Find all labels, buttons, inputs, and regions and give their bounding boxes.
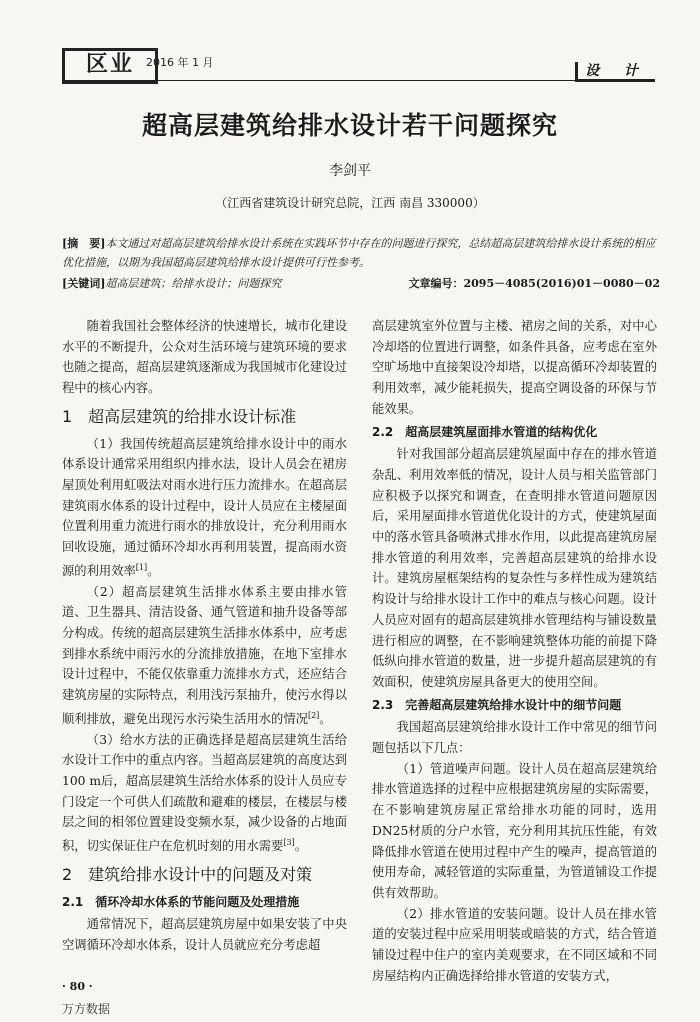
paragraph: （1）管道噪声问题。设计人员在超高层建筑给排水管道选择的过程中应根据建筑房屋的实际需要，在不影响建筑房屋正常给排水功能的同时，选用DN25材质的分户水管，充分利用其抗压性能，有效降低排水管道在使用过程中产生的噪声，提高管道的使用寿命，减轻管道的实际重量，为管道铺设工作提供有效帮助。 bbox=[372, 761, 657, 900]
section-1-heading: 1 超高层建筑的给排水设计标准 bbox=[62, 406, 297, 426]
paragraph-end: 。 bbox=[319, 711, 332, 726]
paragraph: （2）排水管道的安装问题。设计人员在排水管道的安装过程中应采用明装或暗装的方式，结合管道铺设过程中住户的室内美观要求，在不同区域和不同房屋结构内正确选择给排水管道的安装方式， bbox=[372, 906, 657, 983]
affiliation: （江西省建筑设计研究总院，江西 南昌 330000） bbox=[215, 196, 485, 210]
intro-paragraph: 随着我国社会整体经济的快速增长，城市化建设水平的不断提升，公众对生活环境与建筑环境的要求也随之提高，超高层建筑逐渐成为我国城市化建设过程中的核心内容。 bbox=[62, 319, 347, 396]
article-number: 文章编号：2095－4085(2016)01－0080－02 bbox=[408, 277, 660, 290]
paragraph-end: 。 bbox=[147, 563, 160, 578]
header-rule bbox=[62, 80, 577, 81]
subsection-2-3-heading: 2.3 完善超高层建筑给排水设计中的细节问题 bbox=[372, 697, 622, 712]
paragraph: 高层建筑室外位置与主楼、裙房之间的关系，对中心冷却塔的位置进行调整，如条件具备，应考虑在室外空旷场地中直接架设冷却塔，以提高循环冷却装置的利用效率，减少能耗损失，提高空调设备的环保与节能效果。 bbox=[372, 319, 657, 416]
author-name: 李剑平 bbox=[329, 163, 371, 179]
paragraph: 针对我国部分超高层建筑屋面中存在的排水管道杂乱、利用效率低的情况，设计人员与相关监管部门应积极予以探究和调查，在查明排水管道问题原因后，采用屋面排水管道优化设计的方式，使建筑屋面中的落水管具备喷淋式排水作用，以此提高建筑房屋排水管道的利用效率，完善超高层建筑的给排水设计。建筑房屋框架结构的复杂性与多样性成为建筑结构设计与给排水设计工作中的难点与核心问题。设计人员应对固有的超高层建筑排水管理结构与铺设数量进行相应的调整，在不影响建筑整体功能的前提下降低纵向排水管道的数量，进一步提升超高层建筑的有效面积，使建筑房屋具备更大的使用空间。 bbox=[372, 447, 657, 689]
paragraph-text: （1）我国传统超高层建筑给排水设计中的雨水体系设计通常采用组织内排水法，设计人员会在裙房屋顶处利用虹吸法对雨水进行压力流排水。在超高层建筑雨水体系的设计过程中，设计人员应在主楼屋面位置利用重力流进行雨水的排放设计，充分利用雨水回收设施，通过循环冷却水再利用装置，提高雨水资源的利用效率 bbox=[62, 436, 347, 578]
footer-watermark: 万方数据 bbox=[62, 1002, 111, 1016]
citation: [2] bbox=[307, 710, 320, 720]
paragraph bbox=[62, 434, 347, 582]
keywords-label: [关键词] bbox=[62, 277, 106, 290]
journal-logo: 区业 bbox=[62, 48, 158, 84]
right-column bbox=[372, 316, 657, 987]
subsection-2-2-heading: 2.2 超高层建筑屋面排水管道的结构优化 bbox=[372, 424, 598, 439]
left-column bbox=[62, 316, 347, 956]
paragraph-text: （2）超高层建筑生活排水体系主要由排水管道、卫生器具、清洁设备、通气管道和抽升设备等部分构成。传统的超高层建筑生活排水体系中，应考虑到排水系统中雨污水的分流排放措施，在地下室排水设计过程中，不能仅依靠重力流排水方式，还应结合建筑房屋的实际特点，利用浅污泵抽升，使污水得以顺利排放，避免出现污水污染生活用水的情况 bbox=[62, 584, 347, 726]
keywords bbox=[62, 276, 660, 292]
section-label: 设 计 bbox=[575, 62, 655, 82]
article-title: 超高层建筑给排水设计若干问题探究 bbox=[141, 111, 558, 140]
subsection-2-1-heading: 2.1 循环冷却水体系的节能问题及处理措施 bbox=[62, 894, 300, 909]
paragraph-end: 。 bbox=[294, 839, 308, 854]
citation: [1] bbox=[135, 562, 148, 572]
paragraph bbox=[62, 730, 347, 857]
issue-date: 2016 年 1 月 bbox=[146, 56, 214, 69]
abstract bbox=[62, 234, 660, 272]
abstract-label: [摘 要] bbox=[62, 237, 106, 250]
paragraph: 我国超高层建筑给排水设计工作中常见的细节问题包括以下几点： bbox=[372, 720, 657, 756]
paragraph bbox=[62, 582, 347, 730]
abstract-text: 本文通过对超高层建筑给排水设计系统在实践环节中存在的问题进行探究，总结超高层建筑给排水设计系统的相应优化措施，以期为我国超高层建筑给排水设计提供可行性参考。 bbox=[62, 237, 656, 269]
citation: [3] bbox=[283, 838, 295, 848]
page-number: · 80 · bbox=[62, 980, 93, 993]
paragraph: 通常情况下，超高层建筑房屋中如果安装了中央空调循环冷却水体系，设计人员就应充分考虑超 bbox=[62, 917, 347, 952]
section-2-heading: 2 建筑给排水设计中的问题及对策 bbox=[62, 864, 313, 884]
paragraph-text: （3）给水方法的正确选择是超高层建筑生活给水设计工作中的重点内容。当超高层建筑的高度达到100 m后，超高层建筑生活给水体系的设计人员应专门设定一个可供人们疏散和避难的楼层，在楼层与楼层之间的相邻位置建设变频水泵，减少设备的占地面积，切实保证住户在危机时刻的用水需要 bbox=[62, 732, 347, 854]
keywords-text: 超高层建筑；给排水设计；问题探究 bbox=[105, 277, 282, 290]
